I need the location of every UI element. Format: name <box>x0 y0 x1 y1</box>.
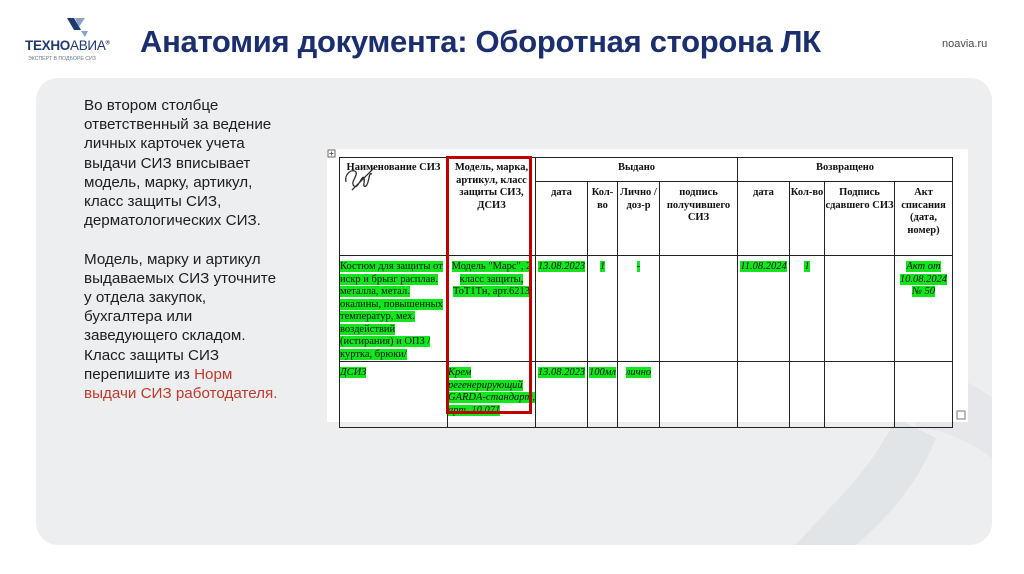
site-link[interactable]: noavia.ru <box>942 38 988 50</box>
col-date-header: дата <box>536 182 588 256</box>
row2-name: ДСИЗ <box>340 367 367 378</box>
row2-qty: 100мл <box>588 367 617 378</box>
page-title: Анатомия документа: Оборотная сторона ЛК <box>140 24 821 59</box>
col-qty-header: Кол-во <box>588 182 618 256</box>
row2-date: 13.08.2023 <box>537 367 586 378</box>
row1-qty: 1 <box>599 261 606 272</box>
row1-name: Костюм для защиты от искр и брызг расплав. металла, метал. окалины, повышенных температур, мех. воздействий (истирания) и ОПЗ /куртка, брюки/ <box>340 261 443 360</box>
brand-reg: ® <box>105 40 110 47</box>
issued-header: Выдано <box>536 158 738 182</box>
col-sign-handed-header: Подпись сдавшего СИЗ <box>825 182 895 256</box>
returned-header: Возвращено <box>738 158 953 182</box>
col-personal-header: Лично /доз-р <box>618 182 660 256</box>
issue-table <box>339 157 953 428</box>
row1-qty2: 1 <box>804 261 810 272</box>
norms-highlight: Норм выдачи СИЗ работодателя. <box>84 365 278 403</box>
brand-name-light: АВИА <box>70 38 106 53</box>
row1-model: Модель "Марс", 2 класс защиты, ТоТ1Тн, арт.6213 <box>451 261 532 297</box>
row1-date: 13.08.2023 <box>537 261 586 272</box>
logo-mark-icon <box>61 16 91 38</box>
col-name-header: Наименование СИЗ <box>340 158 448 256</box>
col-date2-header: дата <box>738 182 790 256</box>
col-qty2-header: Кол-во <box>790 182 825 256</box>
col-sign-received-header: подпись получившего СИЗ <box>660 182 738 256</box>
row1-date2: 11.08.2024 <box>740 261 787 272</box>
explanation-text <box>84 96 284 422</box>
explanation-para-2: Модель, марку и артикул выдаваемых СИЗ уточните у отдела закупок, бухгалтера или заведующего складом. <box>84 250 277 345</box>
explanation-para-3: Класс защиты СИЗ перепишите из Норм выдачи СИЗ работодателя. <box>84 346 278 403</box>
brand-tagline: ЭКСПЕРТ В ПОДБОРЕ СИЗ <box>28 56 96 62</box>
table-row <box>340 256 953 362</box>
row2-personal: лично <box>625 367 652 378</box>
explanation-para-1: Во втором столбце ответственный за ведение личных карточек учета выдачи СИЗ вписывает модель, марку, артикул, класс защиты СИЗ, дерматологических СИЗ. <box>84 97 272 230</box>
table-row <box>340 362 953 428</box>
col-act-header: Акт списания (дата, номер) <box>895 182 953 256</box>
document-card-back <box>327 149 968 422</box>
signature-icon <box>340 160 380 196</box>
row1-personal: - <box>636 261 641 272</box>
row2-model: Крем регенерирующий GARDA-стандарт, арт. 10.071 <box>448 367 535 416</box>
brand-logo <box>22 14 132 60</box>
col-model-header: Модель, марка, артикул, класс защиты СИЗ, ДСИЗ <box>448 158 536 256</box>
model-column-highlight-frame <box>446 156 532 414</box>
brand-name-bold: ТЕХНО <box>25 38 71 53</box>
row1-act: Акт от 10.08.2024 № 50 <box>899 261 948 297</box>
